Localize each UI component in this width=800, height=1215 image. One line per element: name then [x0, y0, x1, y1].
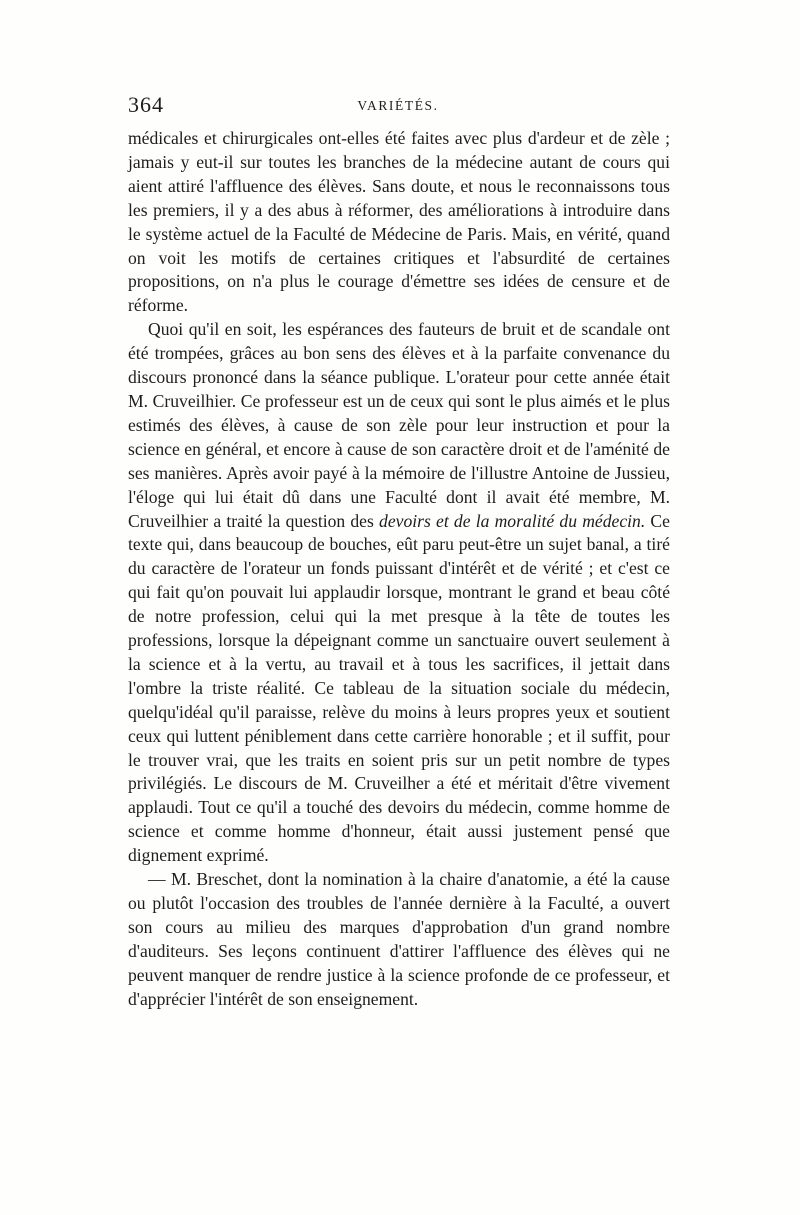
paragraph-2-text-end: Ce texte qui, dans beaucoup de bouches, eût paru peut-être un sujet banal, a tiré du caractère de l'orateur un fonds puissant d'intérêt et de vérité ; et c'est ce qui fait qu'on pouvait lui applaudir lorsque, montrant le grand et beau côté de notre profession, celui qui la met presque à la tête de toutes les professions, lorsque la dépeignant comme un sanctuaire ouvert seulement à la science et à la vertu, au travail et à tous les sacrifices, il jettait dans l'ombre la triste réalité. Ce tableau de la situation sociale du médecin, quelqu'idéal qu'il paraisse, relève du moins à leurs propres yeux et soutient ceux qui luttent péniblement dans cette carrière honorable ; et il suffit, pour le trouver vrai, que les traits en soient pris sur un petit nombre de types privilégiés. Le discours de M. Cruveilher a été et méritait d'être vivement applaudi. Tout ce qu'il a touché des devoirs du médecin, comme homme de science et comme homme d'honneur, était aussi justement pensé que dignement exprimé. — [128, 510, 670, 866]
page-number: 364 — [128, 92, 164, 117]
paragraph-2-text-start: Quoi qu'il en soit, les espérances des fauteurs de bruit et de scandale ont été trompées, grâces au bon sens des élèves et à la parfaite convenance du discours prononcé dans la séance publique. L'orateur pour cette année était M. Cruveilhier. Ce professeur est un de ceux qui sont le plus aimés et le plus estimés des élèves, à cause de son zèle pour leur instruction et pour la science en général, et encore à cause de son caractère droit et de l'aménité de ses manières. Après avoir payé à la mémoire de l'illustre Antoine de Jussieu, l'éloge qui lui était dû dans une Faculté dont il avait été membre, M. Cruveilhier a traité la question des — [128, 319, 670, 531]
body-text — [128, 127, 670, 1012]
page-header — [128, 92, 668, 122]
italic-title-phrase: devoirs et de la moralité du médecin. — [379, 510, 646, 531]
paragraph-2 — [128, 318, 670, 868]
paragraph-3: — M. Breschet, dont la nomination à la chaire d'anatomie, a été la cause ou plutôt l'occasion des troubles de l'année dernière à la Faculté, a ouvert son cours au milieu des marques d'approbation d'un grand nombre d'auditeurs. Ses leçons continuent d'attirer l'affluence des élèves qui ne peuvent manquer de rendre justice à la science profonde de ce professeur, et d'apprécier l'intérêt de son enseignement. — [128, 869, 670, 1009]
paragraph-1: médicales et chirurgicales ont-elles été faites avec plus d'ardeur et de zèle ; jamais y eut-il sur toutes les branches de la médecine autant de cours qui aient attiré l'affluence des élèves. Sans doute, et nous le reconnaissons tous les premiers, il y a des abus à réformer, des améliorations à introduire dans le système actuel de la Faculté de Médecine de Paris. Mais, en vérité, quand on voit les motifs de certaines critiques et l'absurdité de certaines propositions, on n'a plus le courage d'émettre ses idées de censure et de réforme. — [128, 128, 670, 316]
running-head: VARIÉTÉS. — [357, 98, 439, 113]
